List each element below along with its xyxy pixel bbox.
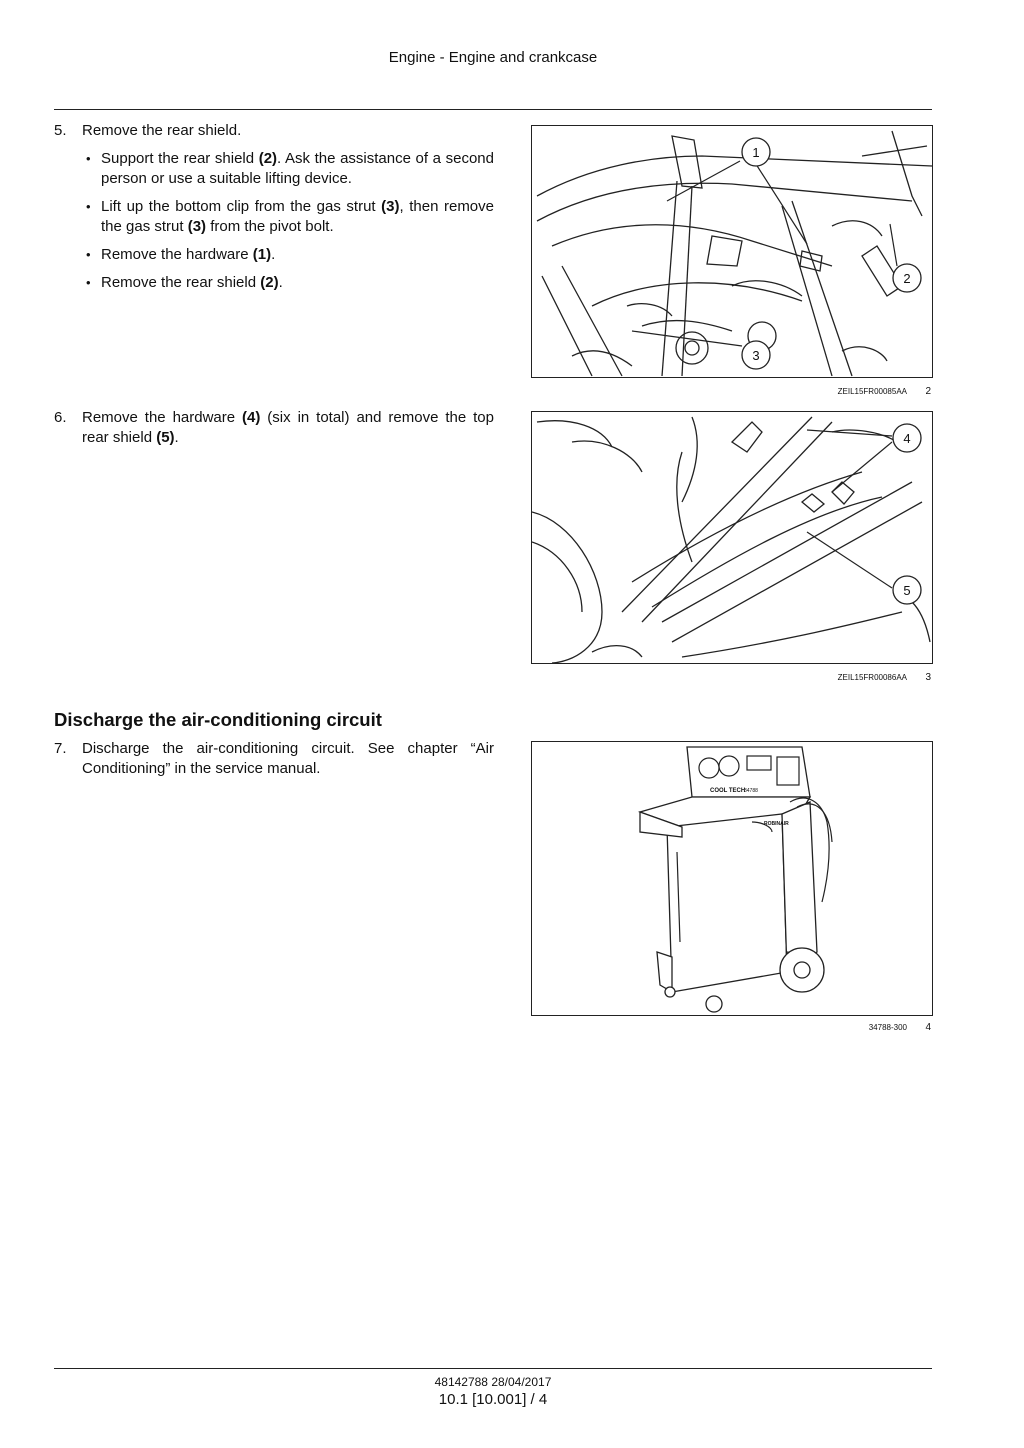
svg-text:COOL TECH: COOL TECH [710,788,746,794]
callout-4 [893,424,921,452]
footer-rule [54,1368,932,1369]
figure-number: 2 [925,386,931,397]
callout-2 [893,264,921,292]
step-text: Remove the rear shield. [82,122,242,139]
svg-text:5: 5 [903,583,911,598]
svg-text:ROBINAIR: ROBINAIR [764,821,789,827]
figure-number: 3 [925,672,931,683]
step-number: 6. [54,409,67,426]
step-number: 5. [54,122,67,139]
figure-2-rear-shield-photo [531,125,933,378]
page-header-title: Engine - Engine and crankcase [388,49,598,66]
bullet-item: • Remove the rear shield (2). [101,273,494,293]
bullet-item: • Remove the hardware (1). [101,245,494,265]
figure-number: 4 [925,1022,931,1033]
svg-text:4: 4 [903,431,911,446]
bullet-item: • Support the rear shield (2). Ask the assistance of a second person or use a suitable lifting device. [101,149,494,189]
step-text: Remove the hardware (4) (six in total) and remove the top rear shield (5). [82,409,494,446]
ac-recovery-unit-illustration [532,742,932,1015]
footer-document-id: 48142788 28/04/2017 [434,1375,552,1389]
figure-code: ZEIL15FR00086AA [837,673,907,682]
step-5 [54,121,494,301]
step-6 [54,408,494,448]
step-5-bullet-list [54,149,494,293]
step-number: 7. [54,740,67,757]
step-text: Discharge the air-conditioning circuit. See chapter “Air Conditioning” in the service manual. [82,740,494,777]
figure-code: ZEIL15FR00085AA [837,387,907,396]
figure-3-top-rear-shield-photo [531,411,933,664]
svg-text:3: 3 [752,348,760,363]
figure-code: 34788-300 [868,1023,907,1032]
top-rear-shield-illustration [532,412,932,663]
section-heading: Discharge the air-conditioning circuit [54,709,382,730]
svg-text:2: 2 [903,271,911,286]
rear-shield-illustration [532,126,932,377]
svg-text:1: 1 [752,145,760,160]
step-7 [54,739,494,779]
callout-1 [742,138,770,166]
bullet-item: • Lift up the bottom clip from the gas strut (3), then remove the gas strut (3) from the pivot bolt. [101,197,494,237]
svg-text:34788: 34788 [744,788,758,794]
callout-5 [893,576,921,604]
callout-3 [742,341,770,369]
footer-page-number: 10.1 [10.001] / 4 [438,1391,548,1408]
figure-4-ac-recovery-unit [531,741,933,1016]
header-rule [54,109,932,110]
